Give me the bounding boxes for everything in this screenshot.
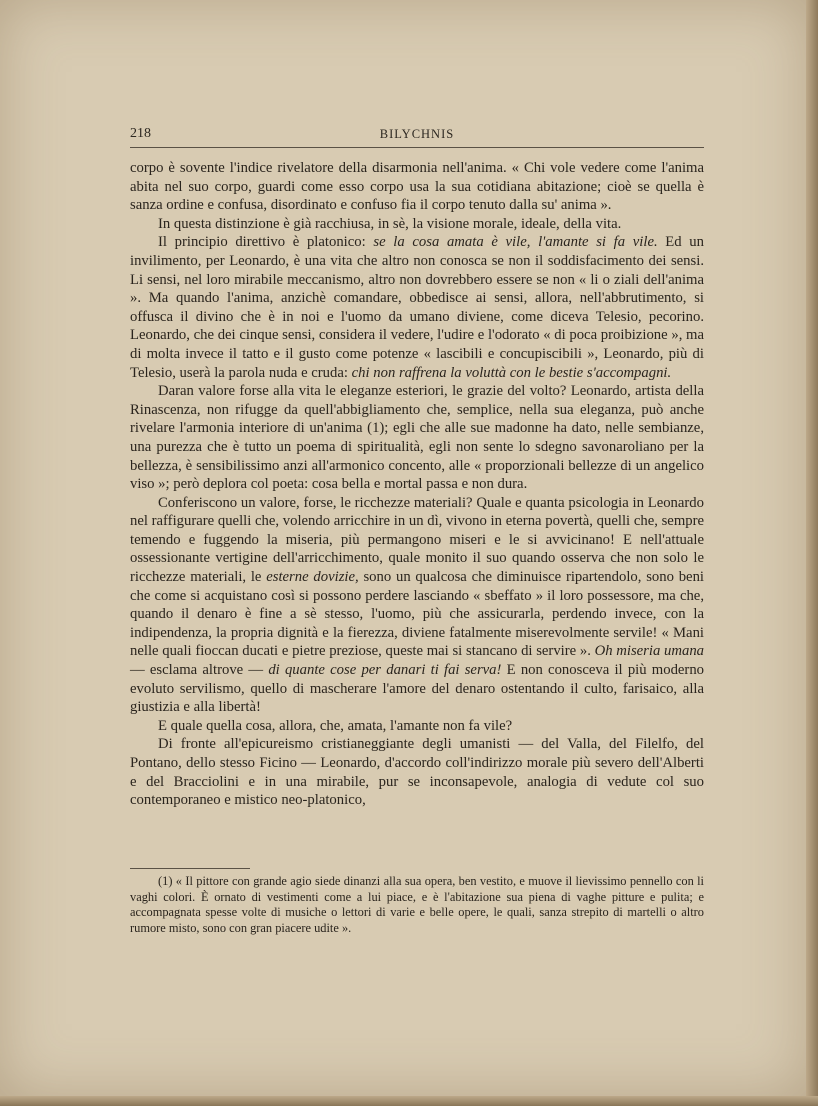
- text-run: E quale quella cosa, allora, che, amata, l'amante non fa vile?: [158, 717, 513, 734]
- footnote-rule: [130, 868, 250, 869]
- paragraph: [130, 735, 704, 809]
- text-run: Ed un invilimento, per Leonardo, è una vita che altro non conosca se non il soddisfacimento dei sensi. Li sensi, nel loro mirabile meccanismo, altro non dovrebbero essere se non « li o ziali dell'anima ». Ma quando l'anima, anzichè comandare, obbedisce ai sensi, allora, nell'abbrutimento, si offusca il divino che è in noi e l'uomo da umano diviene, come diceva Telesio, pecorino. Leonardo, che dei cinque sensi, considera il vedere, l'udire e l'odorato « di poca proibizione », ma di molta invece il tatto e il gusto come potenze « lascibili e concupiscibili », Leonardo, più di Telesio, userà la parola nuda e cruda:: [130, 234, 704, 381]
- italic-quote: Oh miseria umana: [594, 643, 705, 660]
- footnote-text: (1) « Il pittore con grande agio siede dinanzi alla sua opera, ben vestito, e muove il lievissimo pennello con li vaghi colori. È ornato di vestimenti come a lui piace, e è l'abitazione sua piena di vaghe pitture e pulita; e accompagnata spesse volte di musiche o lettori di varie e belle opere, le quali, sanza strepito di martelli o altro rumore misto, sono con gran piacere udite ».: [130, 874, 704, 935]
- paragraph: [130, 215, 704, 234]
- body-text: [130, 159, 704, 810]
- text-run: E non conosceva il più moderno evoluto servilismo, quello di mascherare l'amore del denaro ostentando il culto, farisaico, alla giustizia e alla libertà!: [130, 662, 705, 716]
- page-edge-right: [806, 0, 818, 1106]
- text-run: corpo è sovente l'indice rivelatore della disarmonia nell'anima. « Chi vole vedere come l'anima abita nel suo corpo, guardi come esso corpo usa la sua cotidiana abitazione; cioè se quella è sanza ordine e confusa, disordinato e confuso fia il corpo tenuto dalla su' anima ».: [130, 160, 704, 214]
- text-run: In questa distinzione è già racchiusa, in sè, la visione morale, ideale, della vita.: [158, 215, 622, 232]
- paragraph: [130, 382, 704, 494]
- text-run: — esclama altrove —: [130, 662, 269, 679]
- text-run: Il principio direttivo è platonico:: [158, 234, 374, 251]
- text-run: Conferiscono un valore, forse, le ricchezze materiali? Quale e quanta psicologia in Leonardo nel raffigurare quelli che, volendo arricchire in un dì, vivono in eterna povertà, quelli che, sempre temendo e fuggendo la miseria, più permangono miseri e le si avvicinano! E nell'attuale ossessionante vertigine dell'arricchimento, quale monito il suo quando osserva che non solo le ricchezze materiali, le: [130, 494, 704, 586]
- text-run: Di fronte all'epicureismo cristianeggiante degli umanisti — del Valla, del Filelfo, del Pontano, dello stesso Ficino — Leonardo, d'accordo coll'indirizzo morale più severo dell'Alberti e del Bracciolini e in una mirabile, pur se inconsapevole, analogia di vedute col suo contemporaneo e mistico neo-platonico,: [130, 736, 704, 809]
- italic-quote: di quante cose per danari ti fai serva!: [268, 662, 502, 679]
- italic-quote: se la cosa amata è vile, l'amante si fa vile.: [373, 234, 658, 251]
- header-rule: [130, 147, 704, 148]
- paragraph: [130, 494, 704, 717]
- italic-quote: esterne dovizie,: [266, 569, 359, 586]
- text-run: Daran valore forse alla vita le eleganze esteriori, le grazie del volto? Leonardo, artista della Rinascenza, non rifugge da quell'abbigliamento che, semplice, nella sua eleganza, può anche rivelare l'armonia interiore di un'anima (1); egli che alle sue madonne ha dato, nelle sembianze, una purezza che è tutto un poema di spiritualità, egli non sente lo sdegno savonaroliano per la bellezza, è sensibilissimo anzi all'armonico concento, alle « proporzionali bellezze di un angelico viso »; però deplora col poeta: cosa bella e mortal passa e non dura.: [130, 383, 704, 493]
- paragraph: [130, 717, 704, 736]
- running-title: BILYCHNIS: [379, 127, 455, 141]
- page-header: [130, 126, 704, 144]
- page-edge-bottom: [0, 1096, 818, 1106]
- paragraph: [130, 233, 704, 382]
- paragraph: [130, 159, 704, 215]
- italic-quote: chi non raffrena la voluttà con le bestie s'accompagni.: [351, 364, 672, 381]
- footnote: [130, 874, 704, 936]
- text-run: sono un qualcosa che diminuisce ripartendolo, sono beni che come si acquistano così si possono perdere lasciando « sbeffato » il loro possessore, ma che, quando il denaro è fine a sè stesso, l'uomo, più che assicurarla, perdendo invece, con la indipendenza, la propria dignità e la fierezza, diviene fatalmente miserevolmente servile! « Mani nelle quali fioccan ducati e pietre preziose, queste mai si stancano di servire ».: [130, 569, 704, 660]
- page-number: 218: [130, 126, 151, 141]
